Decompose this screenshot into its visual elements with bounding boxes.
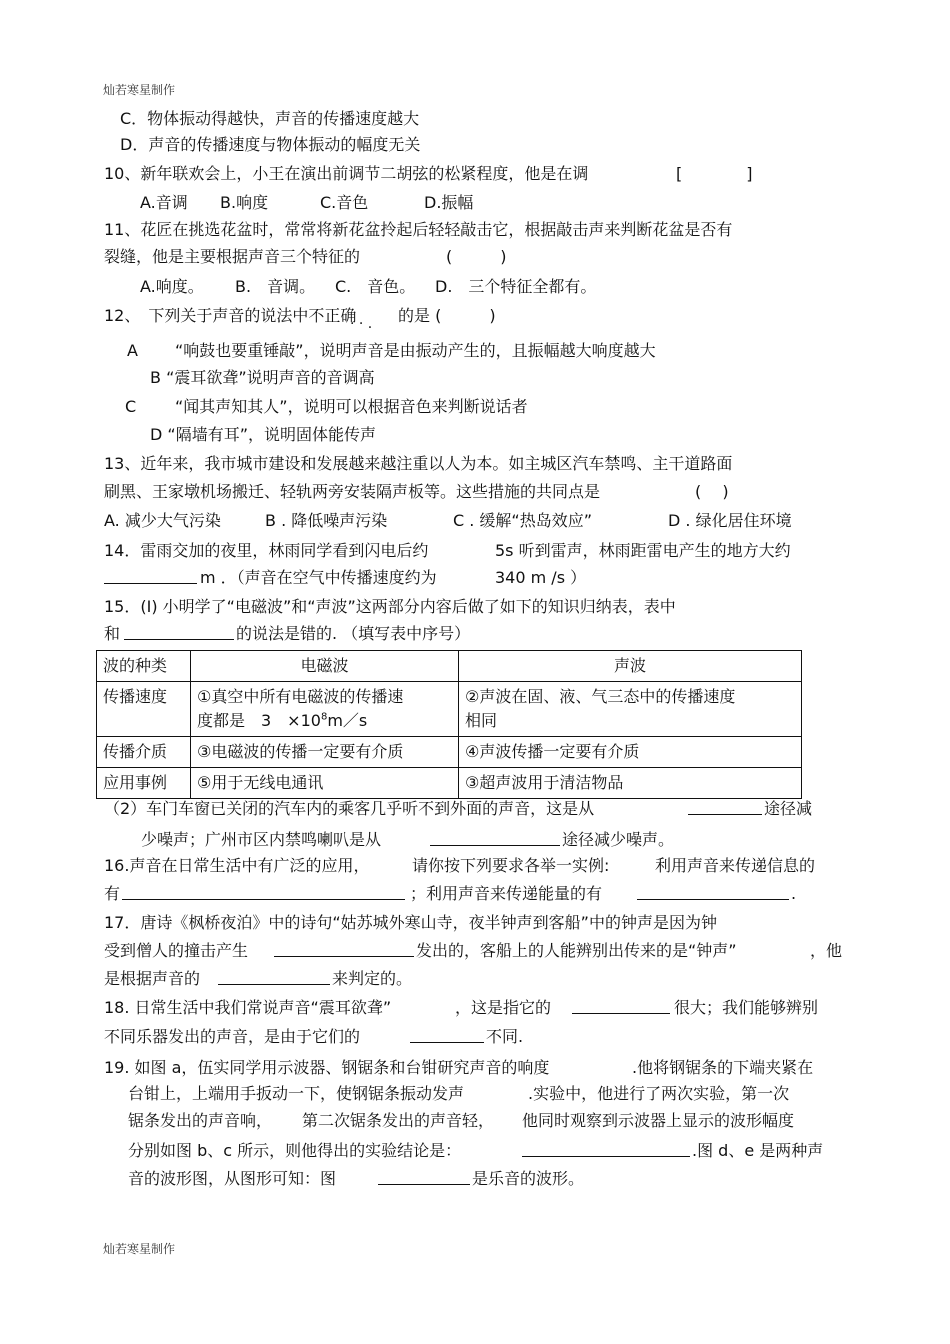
q16-stem-b: 请你按下列要求各举一实例: (412, 856, 610, 875)
table-row (97, 682, 802, 737)
table-cell-sound: ④声波传播一定要有介质 (459, 737, 802, 768)
q19-line2b: .实验中，他进行了两次实验，第一次 (528, 1084, 790, 1103)
table-cell-em: ⑤用于无线电通讯 (191, 768, 459, 799)
table-header-row (97, 651, 802, 682)
em-speed-line2 (197, 709, 452, 733)
q19-blank2[interactable] (378, 1168, 470, 1191)
em-speed-value: 度都是 3 ×10 (197, 711, 321, 730)
q10-stem: 10、新年联欢会上，小王在演出前调节二胡弦的松紧程度，他是在调 (104, 164, 589, 183)
q10-option-a: A.音调 (140, 193, 188, 212)
q12-stem-tail: 的是 ( ) (398, 306, 496, 325)
q14-stem-line2a: m ．（声音在空气中传播速度约为 (200, 568, 437, 587)
q17-blank2[interactable] (218, 968, 330, 991)
q18-line1c: 很大；我们能够辨别 (674, 998, 819, 1017)
q12-option-a-letter: A (127, 341, 138, 360)
q15-part2-line2a: 少噪声；广州市区内禁鸣喇叭是从 (141, 830, 382, 849)
q13-stem-line2: 刷黑、王家墩机场搬迁、轻轨两旁安装隔声板等。这些措施的共同点是 (104, 482, 601, 501)
q15-answer-line[interactable] (124, 623, 234, 646)
q12-option-d: D “隔墙有耳”，说明固体能传声 (150, 425, 376, 444)
sound-speed-line1: ②声波在固、液、气三态中的传播速度 (465, 687, 736, 706)
q12-option-c-letter: C (125, 397, 137, 416)
q11-option-c: C. 音色。 (335, 277, 416, 296)
q18-blank2[interactable] (410, 1026, 484, 1049)
table-header-cell: 声波 (459, 651, 802, 682)
table-cell-sound (459, 682, 802, 737)
q17-line2b: 发出的，客船上的人能辨别出传来的是“钟声” (416, 941, 737, 960)
q17-blank1[interactable] (274, 940, 414, 963)
q19-line5a: 音的波形图，从图形可知：图 (128, 1169, 337, 1188)
q18-line1b: ，这是指它的 (455, 998, 552, 1017)
em-speed-exponent: 8 (320, 711, 328, 723)
table-cell-em (191, 682, 459, 737)
wave-comparison-table (96, 650, 802, 799)
q13-option-a: A. 减少大气污染 (104, 511, 221, 530)
q16-blank2[interactable] (637, 883, 789, 906)
q10-option-b: B.响度 (220, 193, 269, 212)
q19-line1: 19. 如图 a，伍实同学用示波器、钢锯条和台钳研究声音的响度 (104, 1058, 550, 1077)
q13-stem-line1: 13、近年来，我市城市建设和发展越来越注重以人为本。如主城区汽车禁鸣、主干道路面 (104, 454, 733, 473)
table-cell-label: 应用事例 (97, 768, 191, 799)
table-cell-sound: ③超声波用于清洁物品 (459, 768, 802, 799)
q15-part2-blank1[interactable] (688, 798, 762, 821)
q18-blank1[interactable] (572, 997, 670, 1020)
em-speed-line1: ①真空中所有电磁波的传播速 (197, 687, 404, 706)
q16-stem-c: 利用声音来传递信息的 (655, 856, 816, 875)
q14-answer-line[interactable] (104, 567, 197, 590)
q12-option-b: B “震耳欲聋”说明声音的音调高 (150, 368, 375, 387)
table-cell-em: ③电磁波的传播一定要有介质 (191, 737, 459, 768)
q19-line3c: 他同时观察到示波器上显示的波形幅度 (522, 1111, 795, 1130)
q9-option-d: D．声音的传播速度与物体振动的幅度无关 (120, 135, 421, 154)
q12-option-a: “响鼓也要重锤敲”，说明声音是由振动产生的，且振幅越大响度越大 (175, 341, 656, 360)
q18-line2b: 不同. (486, 1027, 524, 1046)
q11-option-a: A.响度。 (140, 277, 204, 296)
table-cell-label: 传播速度 (97, 682, 191, 737)
q17-stem-line1: 17．唐诗《枫桥夜泊》中的诗句“姑苏城外寒山寺，夜半钟声到客船”中的钟声是因为钟 (104, 913, 717, 932)
q9-option-c: C．物体振动得越快，声音的传播速度越大 (120, 109, 420, 128)
q14-stem-line1b: 5s 听到雷声，林雨距雷电产生的地方大约 (495, 541, 791, 560)
q17-line2a: 受到僧人的撞击产生 (104, 941, 249, 960)
q19-line5b: 是乐音的波形。 (472, 1169, 585, 1188)
page-footer: 灿若寒星制作 (103, 1242, 176, 1256)
em-speed-unit: m／s (327, 711, 368, 730)
q15-stem-line1: 15．(Ⅰ) 小明学了“电磁波”和“声波”这两部分内容后做了如下的知识归纳表，表中 (104, 597, 676, 616)
q13-option-c: C . 缓解“热岛效应” (453, 511, 593, 530)
table-row (97, 768, 802, 799)
q15-part2-blank2[interactable] (430, 829, 560, 852)
q11-option-d: D. 三个特征全都有。 (435, 277, 597, 296)
q16-blank1[interactable] (122, 883, 405, 906)
q11-option-b: B. 音调。 (235, 277, 316, 296)
q16-line2c: . (791, 884, 797, 903)
q17-line3a: 是根据声音的 (104, 969, 201, 988)
q18-line2a: 不同乐器发出的声音，是由于它们的 (104, 1027, 361, 1046)
q16-line2b: ；利用声音来传递能量的有 (410, 884, 603, 903)
q11-stem-line2: 裂缝，他是主要根据声音三个特征的 (104, 247, 361, 266)
page-header: 灿若寒星制作 (103, 83, 176, 97)
q19-blank1[interactable] (522, 1140, 690, 1163)
q13-answer-bracket: ( ) (695, 482, 729, 501)
q11-answer-bracket: ( ) (446, 247, 507, 266)
q11-stem-line1: 11、花匠在挑选花盆时，常常将新花盆拎起后轻轻敲击它，根据敲击声来判断花盆是否有 (104, 220, 733, 239)
q15-part2-line2b: 途径减少噪声。 (562, 830, 675, 849)
q19-line3a: 锯条发出的声音响， (128, 1111, 273, 1130)
q10-option-c: C.音色 (320, 193, 369, 212)
table-row (97, 737, 802, 768)
q16-stem-a: 16.声音在日常生活中有广泛的应用， (104, 856, 370, 875)
q14-stem-line1: 14．雷雨交加的夜里，林雨同学看到闪电后约 (104, 541, 429, 560)
q16-line2a: 有 (104, 884, 121, 903)
q19-line3b: 第二次锯条发出的声音轻， (302, 1111, 495, 1130)
q18-line1a: 18. 日常生活中我们常说声音“震耳欲聋” (104, 998, 392, 1017)
table-header-cell: 波的种类 (97, 651, 191, 682)
table-header-cell: 电磁波 (191, 651, 459, 682)
q10-option-d: D.振幅 (424, 193, 474, 212)
q15-part2-line1a: （2）车门车窗已关闭的汽车内的乘客几乎听不到外面的声音，这是从 (104, 799, 595, 818)
q19-line2a: 台钳上，上端用手扳动一下，使钢锯条振动发声 (128, 1084, 465, 1103)
q12-option-c: “闻其声知其人”，说明可以根据音色来判断说话者 (175, 397, 528, 416)
q17-line2c: ，他 (810, 941, 843, 960)
q15-stem-line2a: 和 (104, 624, 121, 643)
q13-option-d: D . 绿化居住环境 (668, 511, 792, 530)
q12-stem: 12、 下列关于声音的说法中不正确 (104, 306, 357, 325)
table-cell-label: 传播介质 (97, 737, 191, 768)
q15-stem-line2b: 的说法是错的. （填写表中序号） (236, 624, 471, 643)
q19-line4a: 分别如图 b、c 所示，则他得出的实验结论是： (128, 1141, 462, 1160)
q12-emphasis-dots: · · . (350, 316, 373, 332)
q19-line1b: .他将钢锯条的下端夹紧在 (632, 1058, 814, 1077)
q14-stem-line2b: 340 m /s ） (495, 568, 587, 587)
q13-option-b: B . 降低噪声污染 (265, 511, 388, 530)
q17-line3b: 来判定的。 (332, 969, 413, 988)
q15-part2-line1b: 途径减 (764, 799, 813, 818)
sound-speed-line2: 相同 (465, 711, 498, 730)
q19-line4b: .图 d、e 是两种声 (692, 1141, 824, 1160)
q10-answer-bracket: [ ] (676, 164, 753, 183)
